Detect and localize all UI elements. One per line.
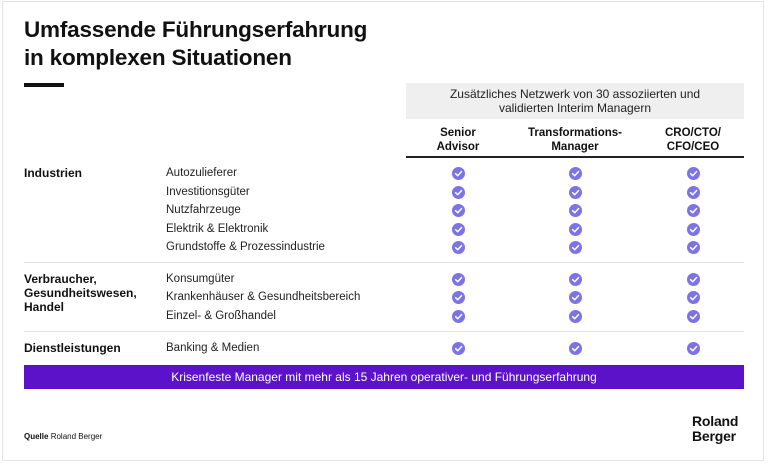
column-header-transformations-manager — [515, 126, 635, 154]
check-circle-icon — [569, 186, 582, 199]
check-circle-icon — [569, 204, 582, 217]
category-line: Gesundheitswesen, — [24, 286, 137, 300]
check-circle-icon — [452, 167, 465, 180]
list-item: Nutzfahrzeuge — [166, 204, 241, 216]
network-line-1: Zusätzliches Netzwerk von 30 assoziierten und — [449, 87, 701, 101]
title-line-2: in komplexen Situationen — [24, 45, 292, 70]
check-circle-icon — [687, 342, 700, 355]
list-item: Grundstoffe & Prozessindustrie — [166, 241, 325, 253]
check-circle-icon — [452, 291, 465, 304]
category-industrien — [24, 166, 82, 180]
network-line-2: validierten Interim Managern — [498, 101, 652, 115]
check-circle-icon — [452, 310, 465, 323]
check-circle-icon — [569, 291, 582, 304]
list-item: Autozulieferer — [166, 167, 237, 179]
check-circle-icon — [569, 167, 582, 180]
list-item: Konsumgüter — [166, 273, 235, 285]
category-line: Industrien — [24, 166, 83, 180]
check-circle-icon — [687, 310, 700, 323]
column-header-line: CRO/CTO/ — [664, 127, 721, 139]
list-item: Investitionsgüter — [166, 186, 250, 198]
column-header-line: CFO/CEO — [666, 141, 720, 153]
check-circle-icon — [452, 204, 465, 217]
category-verbraucher — [24, 272, 137, 314]
banner-text: Krisenfeste Manager mit mehr als 15 Jahren operativer- und Führungserfahrung — [171, 370, 597, 384]
category-line: Verbraucher, — [24, 272, 97, 286]
group-divider — [24, 262, 744, 263]
list-item: Elektrik & Elektronik — [166, 223, 269, 235]
check-circle-icon — [687, 186, 700, 199]
check-circle-icon — [687, 273, 700, 286]
network-box — [406, 83, 744, 119]
title-line-1: Umfassende Führungserfahrung — [24, 17, 368, 42]
check-circle-icon — [452, 273, 465, 286]
check-circle-icon — [687, 241, 700, 254]
page-title — [24, 16, 444, 72]
column-header-line: Senior — [440, 127, 476, 139]
title-underline — [24, 83, 64, 87]
category-line: Handel — [24, 300, 65, 314]
check-circle-icon — [452, 223, 465, 236]
group-divider — [24, 331, 744, 332]
check-circle-icon — [569, 310, 582, 323]
check-circle-icon — [452, 186, 465, 199]
check-circle-icon — [569, 273, 582, 286]
header-rule — [406, 156, 744, 158]
source-text: Roland Berger — [50, 432, 103, 441]
check-circle-icon — [569, 342, 582, 355]
roland-berger-logo — [692, 414, 738, 444]
check-circle-icon — [452, 241, 465, 254]
column-header-line: Manager — [551, 141, 599, 153]
column-header-line: Advisor — [436, 141, 480, 153]
column-header-senior-advisor — [418, 126, 498, 154]
check-circle-icon — [687, 223, 700, 236]
source-note — [24, 432, 102, 441]
category-dienstleistungen — [24, 341, 121, 355]
list-item: Banking & Medien — [166, 342, 260, 354]
category-line: Dienstleistungen — [24, 341, 121, 355]
logo-line: Berger — [692, 428, 736, 444]
check-circle-icon — [569, 223, 582, 236]
source-label: Quelle — [24, 432, 49, 441]
check-circle-icon — [687, 167, 700, 180]
check-circle-icon — [687, 204, 700, 217]
check-circle-icon — [452, 342, 465, 355]
check-circle-icon — [687, 291, 700, 304]
column-header-line: Transformations- — [528, 127, 622, 139]
list-item: Krankenhäuser & Gesundheitsbereich — [166, 291, 361, 303]
banner — [24, 365, 744, 389]
list-item: Einzel- & Großhandel — [166, 310, 276, 322]
column-header-cro-cto-cfo-ceo — [643, 126, 743, 154]
logo-line: Roland — [692, 413, 739, 429]
check-circle-icon — [569, 241, 582, 254]
